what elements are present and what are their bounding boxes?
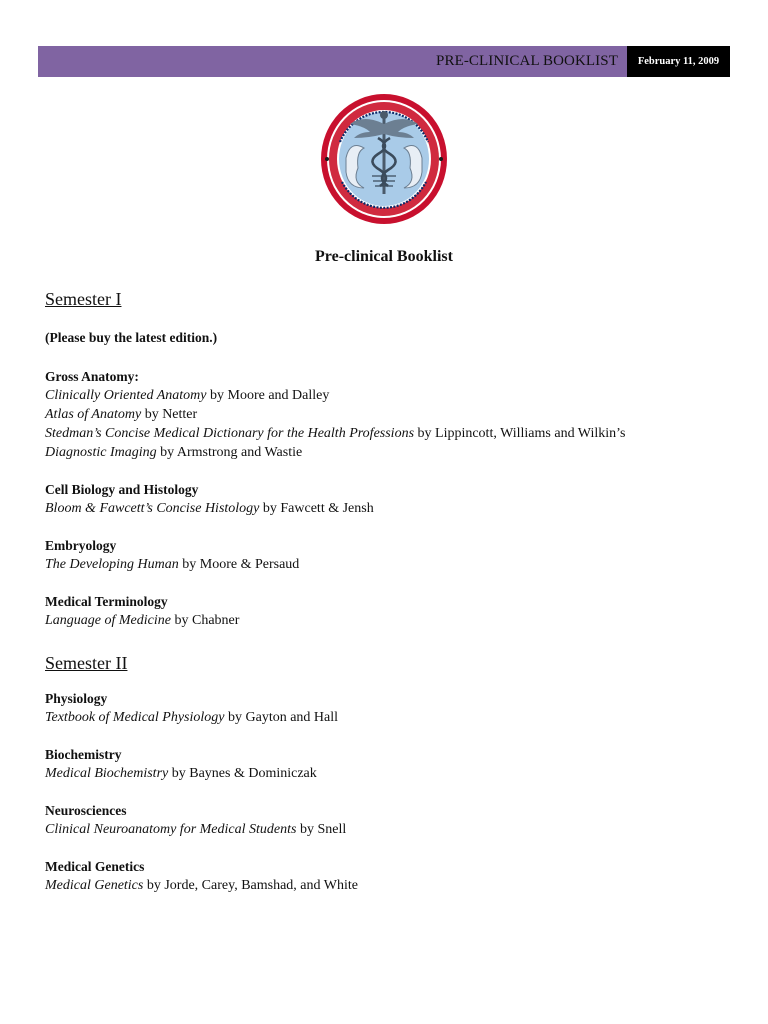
book-author: by Armstrong and Wastie [156, 445, 303, 460]
book-entry [45, 499, 735, 518]
subject-name: Medical Genetics [45, 859, 145, 874]
subject-name: Neurosciences [45, 803, 127, 818]
edition-note: (Please buy the latest edition.) [45, 330, 218, 345]
subject-embryology [45, 536, 735, 574]
book-author: by Baynes & Dominiczak [168, 766, 317, 781]
book-author: by Fawcett & Jensh [259, 501, 374, 516]
book-title: Medical Genetics [45, 878, 144, 893]
header-title: PRE-CLINICAL BOOKLIST [436, 53, 618, 69]
subject-name: Physiology [45, 691, 108, 706]
book-title: Clinically Oriented Anatomy [45, 388, 207, 403]
subject-neurosciences [45, 801, 735, 839]
subject-medical-genetics [45, 857, 735, 895]
semester-heading: Semester II [45, 653, 128, 673]
book-author: by Snell [296, 822, 347, 837]
book-entry [45, 555, 735, 574]
book-entry [45, 443, 735, 462]
book-title: Language of Medicine [45, 613, 171, 628]
book-author: by Gayton and Hall [224, 710, 339, 725]
subject-biochemistry [45, 745, 735, 783]
book-title: Medical Biochemistry [45, 766, 169, 781]
book-author: by Netter [141, 407, 198, 422]
book-title: Stedman’s Concise Medical Dictionary for the Health Professions [45, 426, 415, 441]
caduceus-seal-icon [320, 92, 448, 226]
semester-1 [45, 287, 735, 630]
book-title: Diagnostic Imaging [45, 445, 157, 460]
book-entry [45, 424, 735, 443]
subject-name: Medical Terminology [45, 594, 168, 609]
subject-physiology [45, 689, 735, 727]
page-header [38, 46, 730, 77]
subject-name: Gross Anatomy: [45, 369, 139, 384]
book-entry [45, 708, 735, 727]
book-entry [45, 876, 735, 895]
book-title: Clinical Neuroanatomy for Medical Students [45, 822, 297, 837]
subject-gross-anatomy [45, 367, 735, 462]
book-entry [45, 386, 735, 405]
book-entry [45, 611, 735, 630]
semester-heading: Semester I [45, 289, 122, 309]
book-author: by Moore and Dalley [206, 388, 330, 403]
subject-name: Biochemistry [45, 747, 122, 762]
header-date: February 11, 2009 [627, 46, 730, 77]
semester-2 [45, 651, 735, 895]
book-author: by Lippincott, Williams and Wilkin’s [414, 426, 626, 441]
book-title: Textbook of Medical Physiology [45, 710, 225, 725]
book-entry [45, 405, 735, 424]
subject-medical-terminology [45, 592, 735, 630]
book-author: by Chabner [170, 613, 240, 628]
book-title: Bloom & Fawcett’s Concise Histology [45, 501, 260, 516]
book-entry [45, 820, 735, 839]
book-author: by Moore & Persaud [178, 557, 300, 572]
subject-name: Cell Biology and Histology [45, 482, 199, 497]
book-title: Atlas of Anatomy [45, 407, 142, 422]
document-title: Pre-clinical Booklist [315, 248, 453, 265]
subject-cell-biology [45, 480, 735, 518]
book-entry [45, 764, 735, 783]
book-title: The Developing Human [45, 557, 179, 572]
booklist-content [45, 287, 735, 895]
book-author: by Jorde, Carey, Bamshad, and White [143, 878, 358, 893]
subject-name: Embryology [45, 538, 117, 553]
